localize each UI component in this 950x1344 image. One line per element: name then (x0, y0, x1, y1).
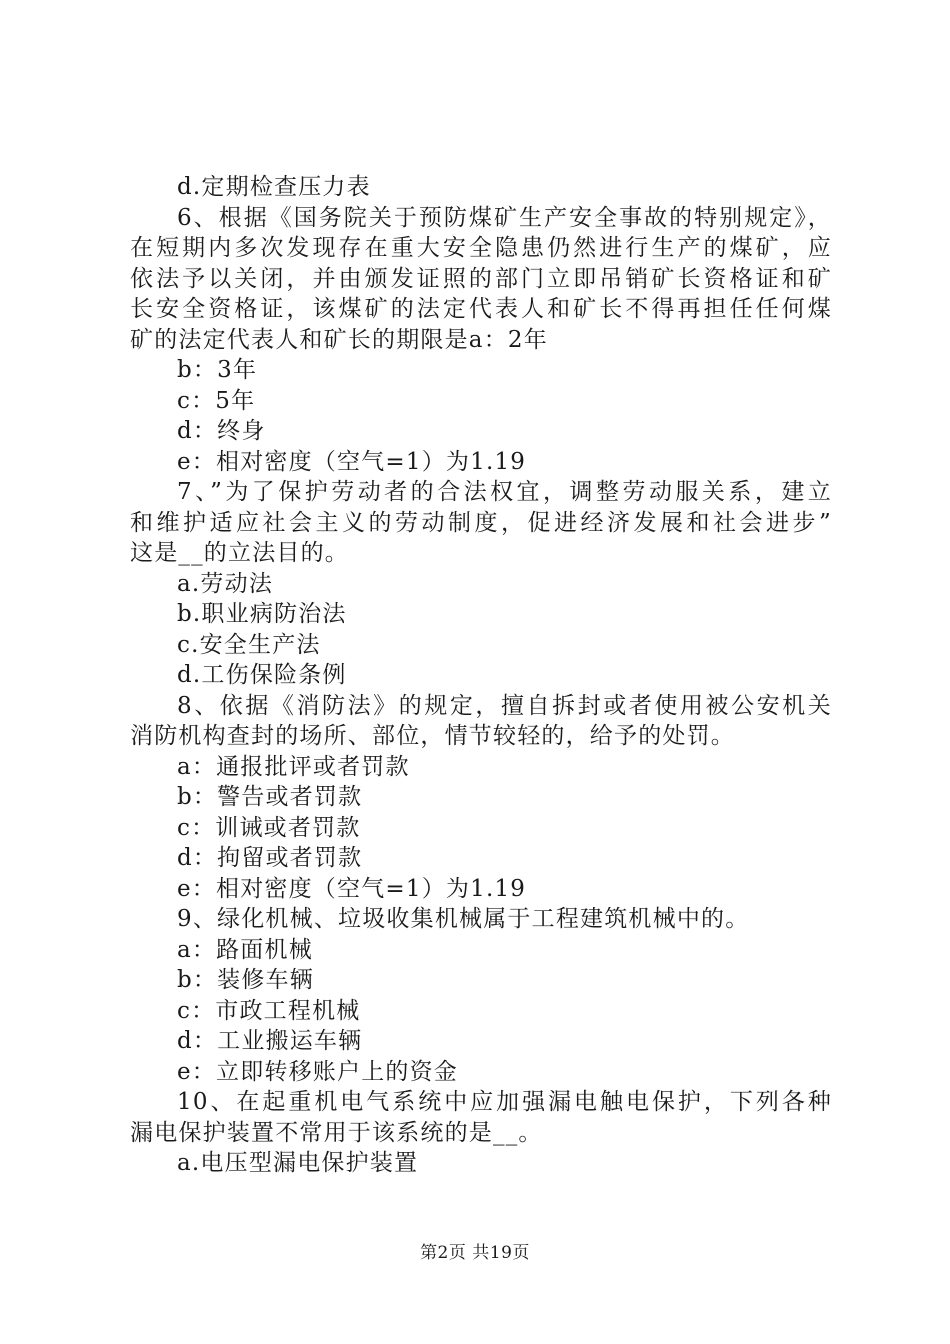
option-line: e：相对密度（空气=1）为1.19 (177, 448, 527, 475)
question-6-line: 在短期内多次发现存在重大安全隐患仍然进行生产的煤矿，应 (130, 235, 832, 261)
question-7-line: 这是__的立法目的。 (130, 540, 349, 566)
option-line: b.职业病防治法 (177, 601, 347, 627)
question-6-line: 依法予以关闭，并由颁发证照的部门立即吊销矿长资格证和矿 (130, 265, 832, 292)
option-line: e：立即转移账户上的资金 (177, 1058, 459, 1085)
option-line: d：工业搬运车辆 (177, 1028, 363, 1054)
option-line: a.电压型漏电保护装置 (177, 1150, 419, 1176)
option-line: d.工伤保险条例 (177, 662, 347, 688)
option-line: d.定期检查压力表 (177, 174, 371, 200)
option-line: b：警告或者罚款 (177, 784, 363, 810)
question-6-line: 矿的法定代表人和矿长的期限是a：2年 (130, 326, 548, 353)
question-10-line: 10、在起重机电气系统中应加强漏电触电保护，下列各种 (177, 1089, 832, 1115)
question-8-line: 8、依据《消防法》的规定，擅自拆封或者使用被公安机关 (177, 692, 832, 719)
question-10-line: 漏电保护装置不常用于该系统的是__。 (130, 1119, 543, 1146)
option-line: e：相对密度（空气=1）为1.19 (177, 875, 527, 902)
question-7-line: 7、”为了保护劳动者的合法权宜，调整劳动服关系，建立 (177, 479, 832, 505)
document-body (130, 172, 832, 1179)
option-line: a：路面机械 (177, 936, 313, 963)
option-line: c：市政工程机械 (177, 997, 361, 1024)
option-line: b：装修车辆 (177, 967, 314, 993)
option-line: c.安全生产法 (177, 631, 321, 658)
question-6-line: 长安全资格证，该煤矿的法定代表人和矿长不得再担任任何煤 (130, 296, 832, 322)
option-line: b：3年 (177, 357, 258, 383)
option-line: d：终身 (177, 418, 266, 444)
question-6-line: 6、根据《国务院关于预防煤矿生产安全事故的特别规定》， (177, 204, 832, 231)
option-line: c：5年 (177, 387, 256, 414)
page-number-footer: 第2页 共19页 (420, 1243, 530, 1263)
question-7-line: 和维护适应社会主义的劳动制度，促进经济发展和社会进步” (130, 509, 832, 536)
option-line: c：训诫或者罚款 (177, 814, 361, 841)
option-line: d：拘留或者罚款 (177, 845, 363, 871)
option-line: a：通报批评或者罚款 (177, 753, 410, 780)
option-line: a.劳动法 (177, 570, 274, 597)
question-8-line: 消防机构查封的场所、部位，情节较轻的，给予的处罚。 (130, 723, 735, 749)
question-9-line: 9、绿化机械、垃圾收集机械属于工程建筑机械中的。 (177, 906, 750, 932)
